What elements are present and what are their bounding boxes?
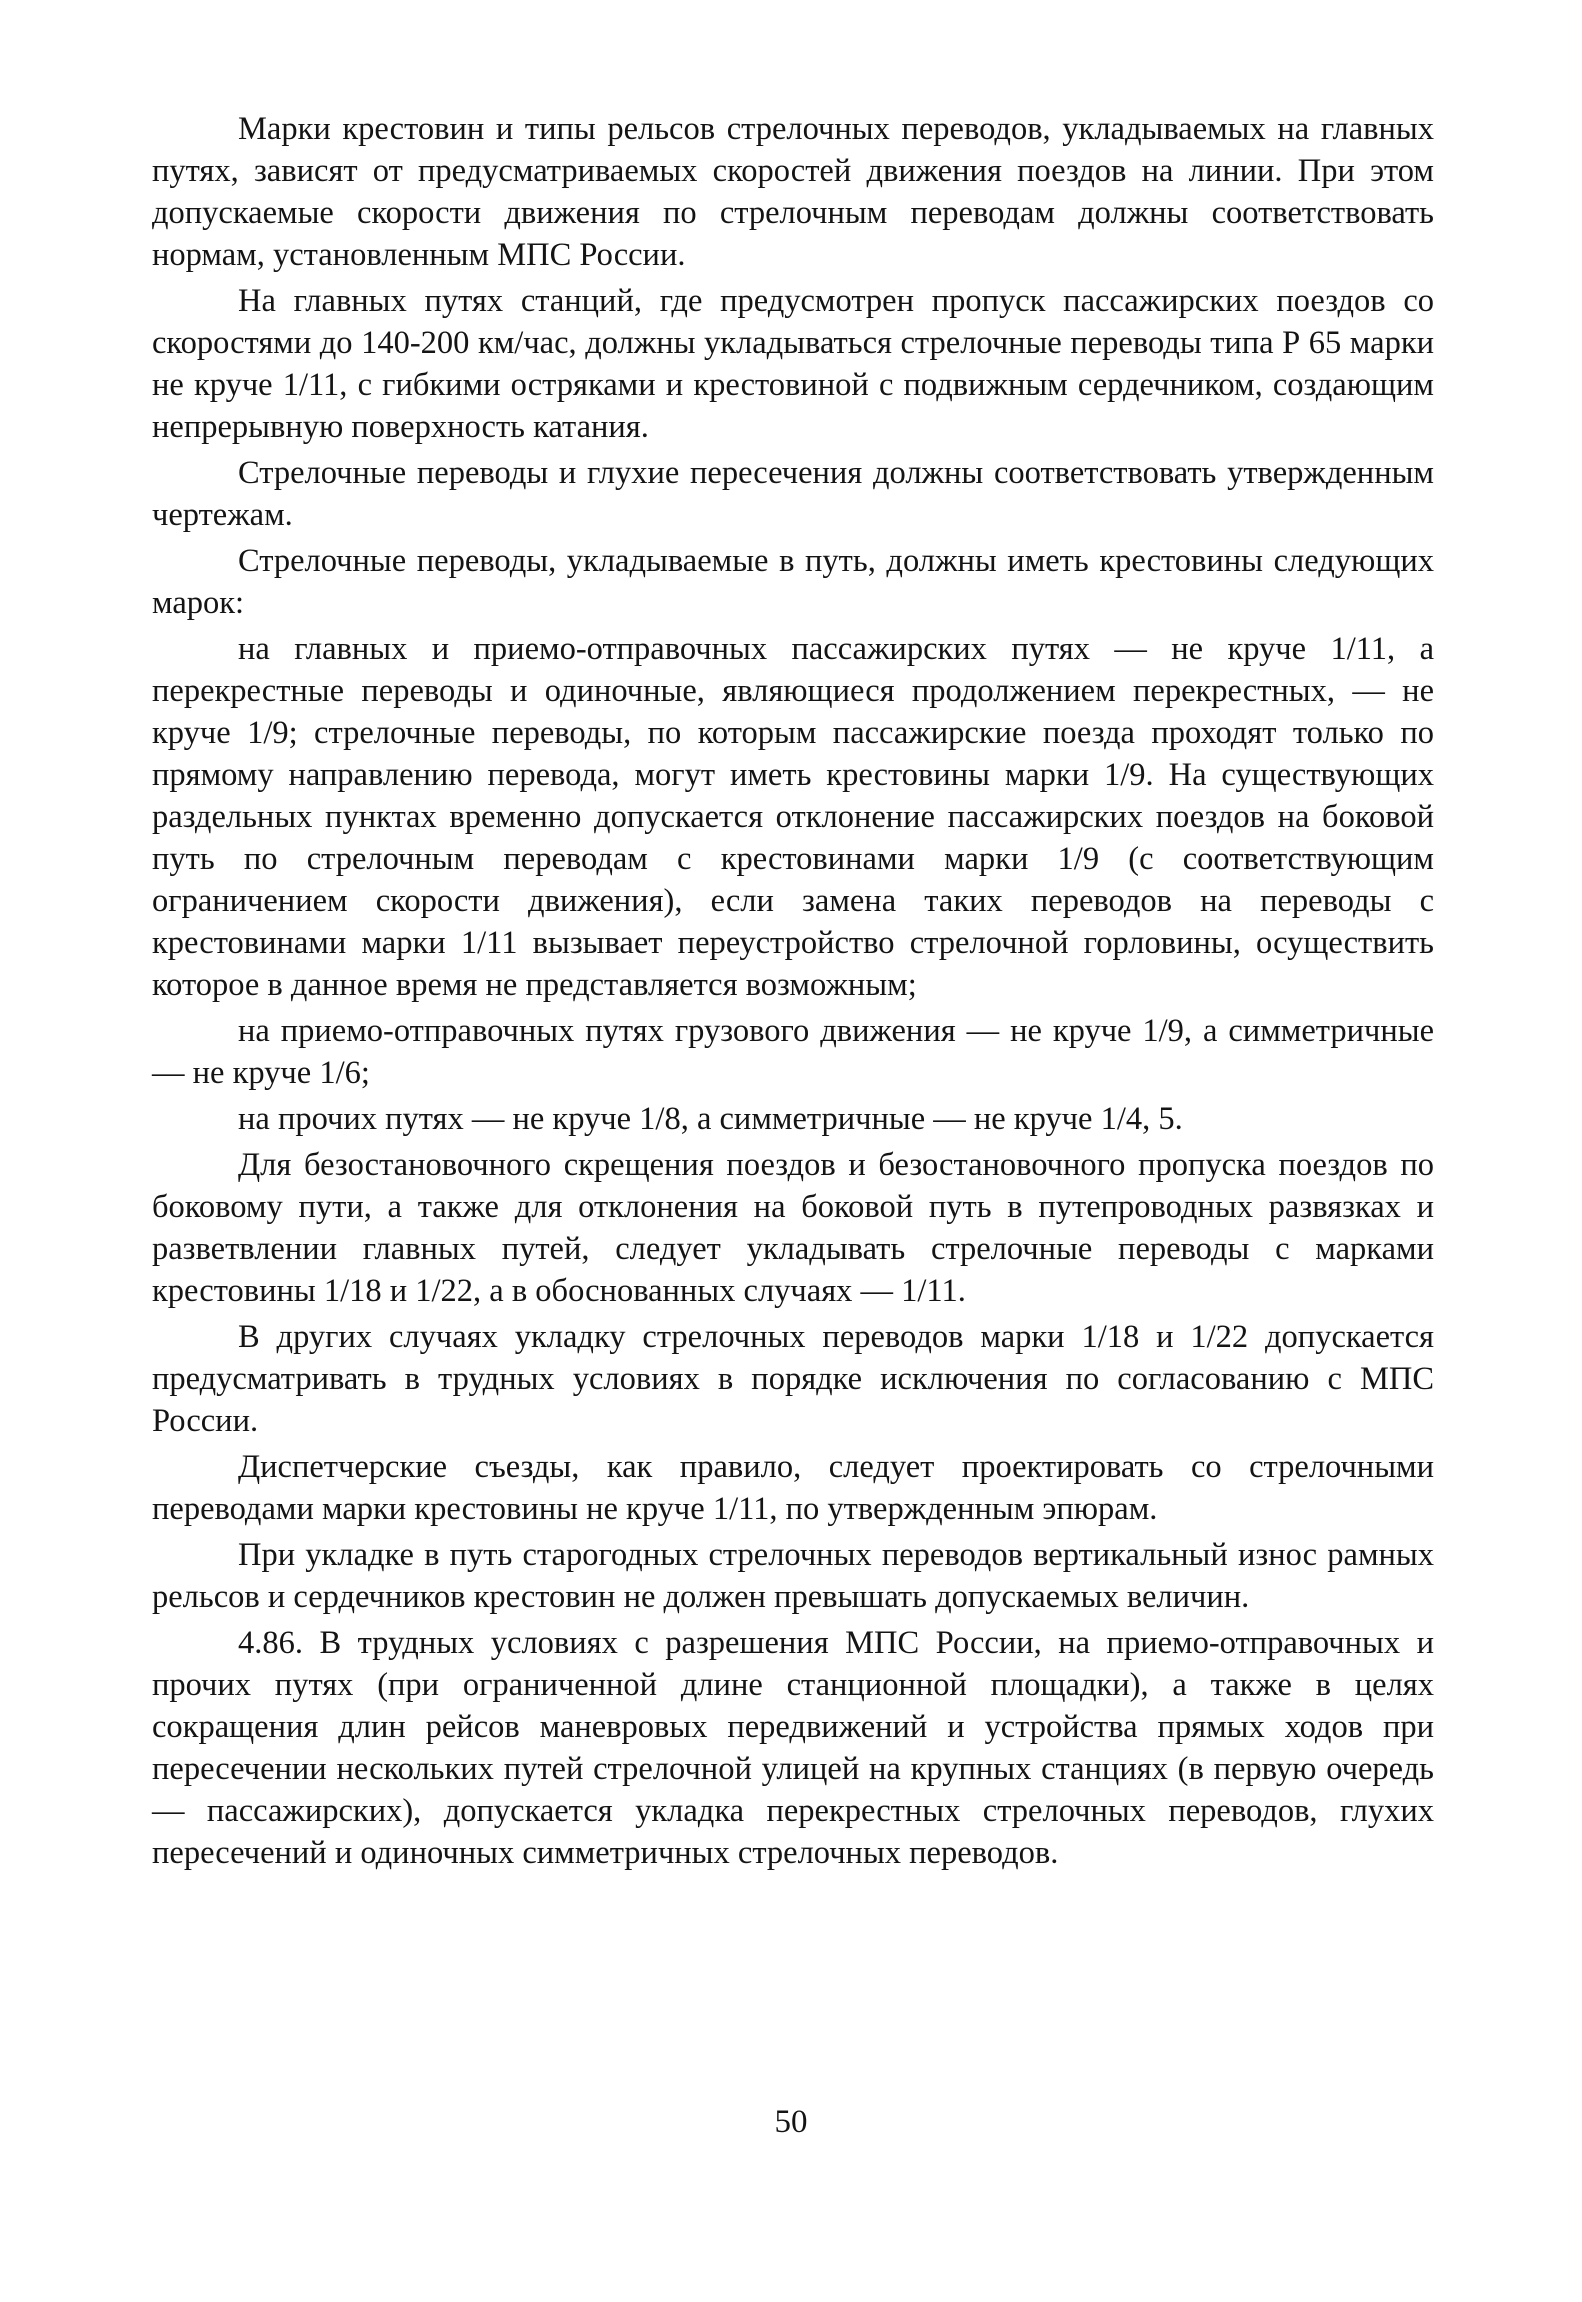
- paragraph: на главных и приемо-отправочных пассажирских путях — не круче 1/11, а перекрестные переводы и одиночные, являющиеся продолжением перекрестных, — не круче 1/9; стрелочные переводы, по которым пассажирские поезда проходят только по прямому направлению перевода, могут иметь крестовины марки 1/9. На существующих раздельных пунктах временно допускается отклонение пассажирских поездов на боковой путь по стрелочным переводам с крестовинами марки 1/9 (с соответствующим ограничением скорости движения), если замена таких переводов на переводы с крестовинами марки 1/11 вызывает переустройство стрелочной горловины, осуществить которое в данное время не представляется возможным;: [152, 631, 1434, 1003]
- page-number: 50: [774, 2104, 808, 2140]
- document-body: [152, 108, 1434, 1878]
- paragraph: Марки крестовин и типы рельсов стрелочных переводов, укладываемых на главных путях, зависят от предусматриваемых скоростей движения поездов на линии. При этом допускаемые скорости движения по стрелочным переводам должны соответствовать нормам, установленным МПС России.: [152, 111, 1434, 273]
- paragraph: на приемо-отправочных путях грузового движения — не круче 1/9, а симметричные — не круче 1/6;: [152, 1013, 1434, 1091]
- paragraph: на прочих путях — не круче 1/8, а симметричные — не круче 1/4, 5.: [238, 1101, 1183, 1137]
- paragraph: Диспетчерские съезды, как правило, следует проектировать со стрелочными переводами марки крестовины не круче 1/11, по утвержденным эпюрам.: [152, 1449, 1434, 1527]
- paragraph: 4.86. В трудных условиях с разрешения МПС России, на приемо-отправочных и прочих путях (при ограниченной длине станционной площадки), а также в целях сокращения длин рейсов маневровых передвижений и устройства прямых ходов при пересечении нескольких путей стрелочной улицей на крупных станциях (в первую очередь — пассажирских), допускается укладка перекрестных стрелочных переводов, глухих пересечений и одиночных симметричных стрелочных переводов.: [152, 1625, 1434, 1871]
- paragraph: Для безостановочного скрещения поездов и безостановочного пропуска поездов по боковому пути, а также для отклонения на боковой путь в путепроводных развязках и разветвлении главных путей, следует укладывать стрелочные переводы с марками крестовины 1/18 и 1/22, а в обоснованных случаях — 1/11.: [152, 1147, 1434, 1309]
- paragraph: При укладке в путь старогодных стрелочных переводов вертикальный износ рамных рельсов и сердечников крестовин не должен превышать допускаемых величин.: [152, 1537, 1434, 1615]
- paragraph: На главных путях станций, где предусмотрен пропуск пассажирских поездов со скоростями до 140-200 км/час, должны укладываться стрелочные переводы типа Р 65 марки не круче 1/11, с гибкими остряками и крестовиной с подвижным сердечником, создающим непрерывную поверхность катания.: [152, 283, 1434, 445]
- paragraph: В других случаях укладку стрелочных переводов марки 1/18 и 1/22 допускается предусматривать в трудных условиях в порядке исключения по согласованию с МПС России.: [152, 1319, 1434, 1439]
- paragraph: Стрелочные переводы, укладываемые в путь, должны иметь крестовины следующих марок:: [152, 543, 1434, 621]
- paragraph: Стрелочные переводы и глухие пересечения должны соответствовать утвержденным чертежам.: [152, 455, 1434, 533]
